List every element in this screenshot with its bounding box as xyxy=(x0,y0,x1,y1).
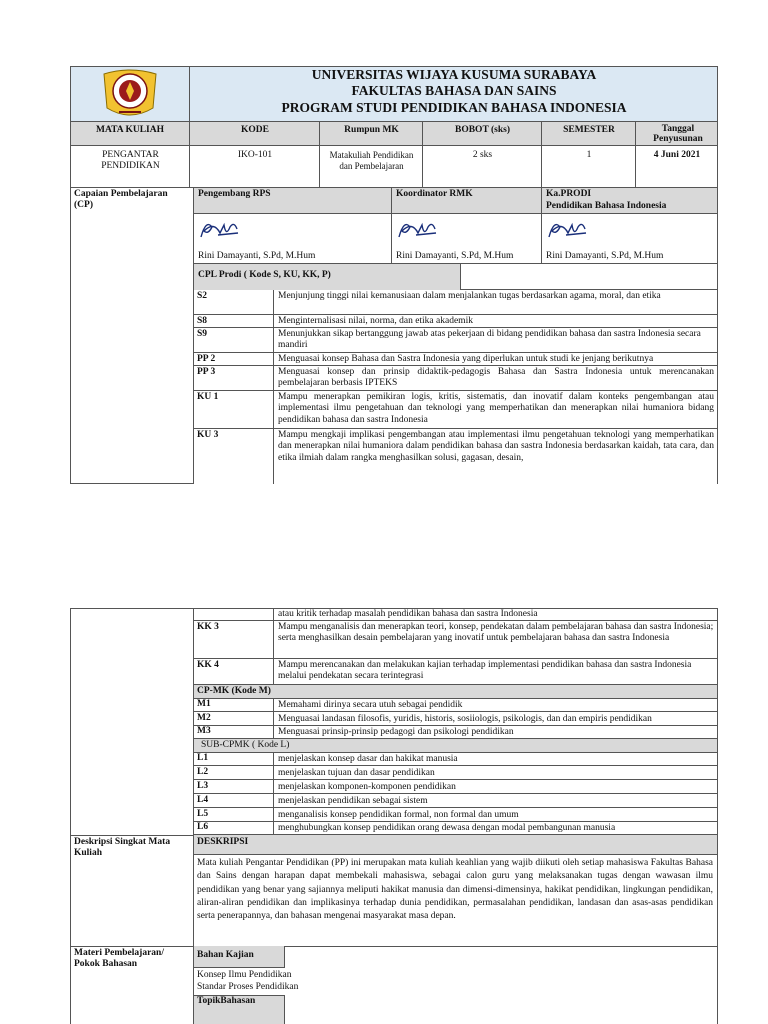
subcpmk-code: L5 xyxy=(197,809,209,819)
header-mata-kuliah: MATA KULIAH xyxy=(96,125,164,135)
subcpmk-code: L4 xyxy=(197,795,209,805)
cpl-code: KU 1 xyxy=(197,392,219,402)
cpl-continuation-row xyxy=(194,608,274,621)
materi-rule xyxy=(70,946,718,947)
cpl-text: Mampu mengkaji implikasi pengembangan atau implementasi ilmu pengetahuan teknologi yang memperhatikan dan menerapkan nilai humaniora dalam pendidikan bahasa dan sastra Indonesia berdasarkan kaidah, tata cara, dan etika ilmiah dalam rangka menghasilkan solusi, gagasan, desain, xyxy=(278,430,714,463)
subcpmk-text: menghubungkan konsep pendidikan orang dewasa dengan modal pembangunan manusia xyxy=(278,823,616,833)
subcpmk-text: menjelaskan pendidikan sebagai sistem xyxy=(278,796,428,806)
cpmk-text: Menguasai landasan filosofis, yuridis, historis, sosiiologis, psikologis, dan dan empiris pendidikan xyxy=(278,714,652,724)
topik-title: TopikBahasan xyxy=(197,996,256,1006)
signature-image xyxy=(546,217,588,243)
faculty-name: FAKULTAS BAHASA DAN SAINS xyxy=(351,83,557,98)
bahan-title: Bahan Kajian xyxy=(197,950,254,960)
header-rumpun: Rumpun MK xyxy=(344,125,399,135)
bahan-item: Standar Proses Pendidikan xyxy=(197,982,299,992)
cp-label: Capaian Pembelajaran (CP) xyxy=(74,189,168,211)
signer-name-3: Rini Damayanti, S.Pd, M.Hum xyxy=(546,251,664,261)
cpl-text: Mampu menganalisis dan menerapkan teori, konsep, pendekatan dalam pembelajaran bahasa dan sastra Indonesia; serta menghasilkan desain pembelajaran yang inovatif untuk pembelajaran bahasa dan sastra Indonesia xyxy=(278,622,714,644)
value-rumpun: Matakuliah Pendidikan dan Pembelajaran xyxy=(329,150,414,171)
deskripsi-title-row xyxy=(194,835,718,855)
kaprodi-sub: Pendidikan Bahasa Indonesia xyxy=(546,201,667,211)
cpl-code: S2 xyxy=(197,291,208,301)
value-semester: 1 xyxy=(586,150,592,160)
subcpmk-text: menjelaskan komponen-komponen pendidikan xyxy=(278,782,456,792)
signature-image xyxy=(396,217,438,243)
cpmk-text: Menguasai prinsip-prinsip pedagogi dan psikologi pendidikan xyxy=(278,727,514,737)
cpmk-title-row xyxy=(194,685,718,699)
subcpmk-title: SUB-CPMK ( Kode L) xyxy=(201,740,290,750)
subcpmk-text: menjelaskan konsep dasar dan hakikat manusia xyxy=(278,754,458,764)
subcpmk-code: L2 xyxy=(197,767,209,777)
value-tanggal: 4 Juni 2021 xyxy=(653,150,701,160)
cpl-text: atau kritik terhadap masalah pendidikan bahasa dan sastra Indonesia xyxy=(278,609,538,619)
cpmk-code: M1 xyxy=(197,699,211,709)
cp-label-cell xyxy=(70,188,194,484)
program-name: PROGRAM STUDI PENDIDIKAN BAHASA INDONESIA xyxy=(281,100,627,115)
cpl-code: S8 xyxy=(197,316,208,326)
header-kode: KODE xyxy=(241,125,269,135)
cpl-title: CPL Prodi ( Kode S, KU, KK, P) xyxy=(198,270,331,280)
deskripsi-text: Mata kuliah Pengantar Pendidikan (PP) ini merupakan mata kuliah keahlian yang wajib diikuti oleh setiap mahasiswa Fakultas Bahasa dan Sains dengan harapan dapat membekali mahasiswa, sebagai calon guru yang melaksanakan tugas dengan wawasan ilmu pendidikan yang benar yang sajiannya meliputi hakikat manusia dan dimensi-dimensinya, hakikat pendidikan, lingkungan pendidikan, aliran-aliran pendidikan dan implikasinya terhadap dunia pendidikan, permasalahan pendidikan, landasan dan asas-asas pendidikan serta penerapannya, dan bahasan mengenai masyarakat masa depan. xyxy=(197,858,713,922)
header-tanggal: Tanggal Penyusunan xyxy=(653,124,703,145)
cpl-text: Menguasai konsep Bahasa dan Sastra Indonesia yang diperlukan untuk studi ke jenjang berikutnya xyxy=(278,354,654,364)
bahan-item: Konsep Ilmu Pendidikan xyxy=(197,970,292,980)
subcpmk-code: L6 xyxy=(197,822,209,832)
value-kode: IKO-101 xyxy=(237,150,273,160)
cpl-text: Menguasai konsep dan prinsip didaktik-pedagogis Bahasa dan Sastra Indonesia untuk merencanakan pembelajaran berbasis IPTEKS xyxy=(278,367,714,389)
subcpmk-code: L3 xyxy=(197,781,209,791)
cpl-code: PP 3 xyxy=(197,367,216,377)
materi-label: Materi Pembelajaran/ Pokok Bahasan xyxy=(74,948,164,970)
subcpmk-code: L1 xyxy=(197,753,209,763)
deskripsi-label: Deskripsi Singkat Mata Kuliah xyxy=(74,837,171,859)
cpmk-title: CP-MK (Kode M) xyxy=(197,686,271,696)
university-name: UNIVERSITAS WIJAYA KUSUMA SURABAYA xyxy=(311,67,597,82)
cpl-code: KK 4 xyxy=(197,660,219,670)
value-bobot: 2 sks xyxy=(472,150,493,160)
cpl-text: Mampu menerapkan pemikiran logis, kritis, sistematis, dan inovatif dalam konteks pengembangan atau implementasi ilmu pengetahuan dan teknologi yang memperhatikan dan menerapkan nilai humaniora bidang pendidikan bahasa dan sastra Indonesia xyxy=(278,392,714,425)
cpl-text: Menginternalisasi nilai, norma, dan etika akademik xyxy=(278,316,473,326)
cpl-text: Mampu merencanakan dan melakukan kajian terhadap implementasi pendidikan bahasa dan sastra Indonesia melalui pendekatan secara terintegrasi xyxy=(278,660,692,682)
subcpmk-text: menjelaskan tujuan dan dasar pendidikan xyxy=(278,768,435,778)
header-semester: SEMESTER xyxy=(563,125,615,135)
pengembang-label: Pengembang RPS xyxy=(198,189,271,199)
signer-name-1: Rini Damayanti, S.Pd, M.Hum xyxy=(198,251,316,261)
cpl-code: KU 3 xyxy=(197,430,219,440)
subcpmk-text: menganalisis konsep pendidikan formal, non formal dan umum xyxy=(278,810,519,820)
header-bobot: BOBOT (sks) xyxy=(455,125,510,135)
cpmk-code: M3 xyxy=(197,726,211,736)
value-mata-kuliah: PENGANTAR PENDIDIKAN xyxy=(101,150,160,172)
signature-image xyxy=(198,217,240,243)
cpl-text: Menjunjung tinggi nilai kemanusiaan dalam menjalankan tugas berdasarkan agama, moral, dan etika xyxy=(278,291,661,301)
deskripsi-title: DESKRIPSI xyxy=(197,837,249,847)
university-logo xyxy=(101,68,159,120)
cpl-code: KK 3 xyxy=(197,622,219,632)
koordinator-label: Koordinator RMK xyxy=(396,189,473,199)
cpmk-code: M2 xyxy=(197,713,211,723)
cpl-text: Menunjukkan sikap bertanggung jawab atas pekerjaan di bidang pendidikan bahasa dan sastra Indonesia secara mandiri xyxy=(278,329,701,351)
signer-name-2: Rini Damayanti, S.Pd, M.Hum xyxy=(396,251,514,261)
cpmk-text: Memahami dirinya secara utuh sebagai pendidik xyxy=(278,700,463,710)
cpl-code: PP 2 xyxy=(197,354,216,364)
cpl-code: S9 xyxy=(197,329,208,339)
kaprodi-label: Ka.PRODI xyxy=(546,189,592,199)
